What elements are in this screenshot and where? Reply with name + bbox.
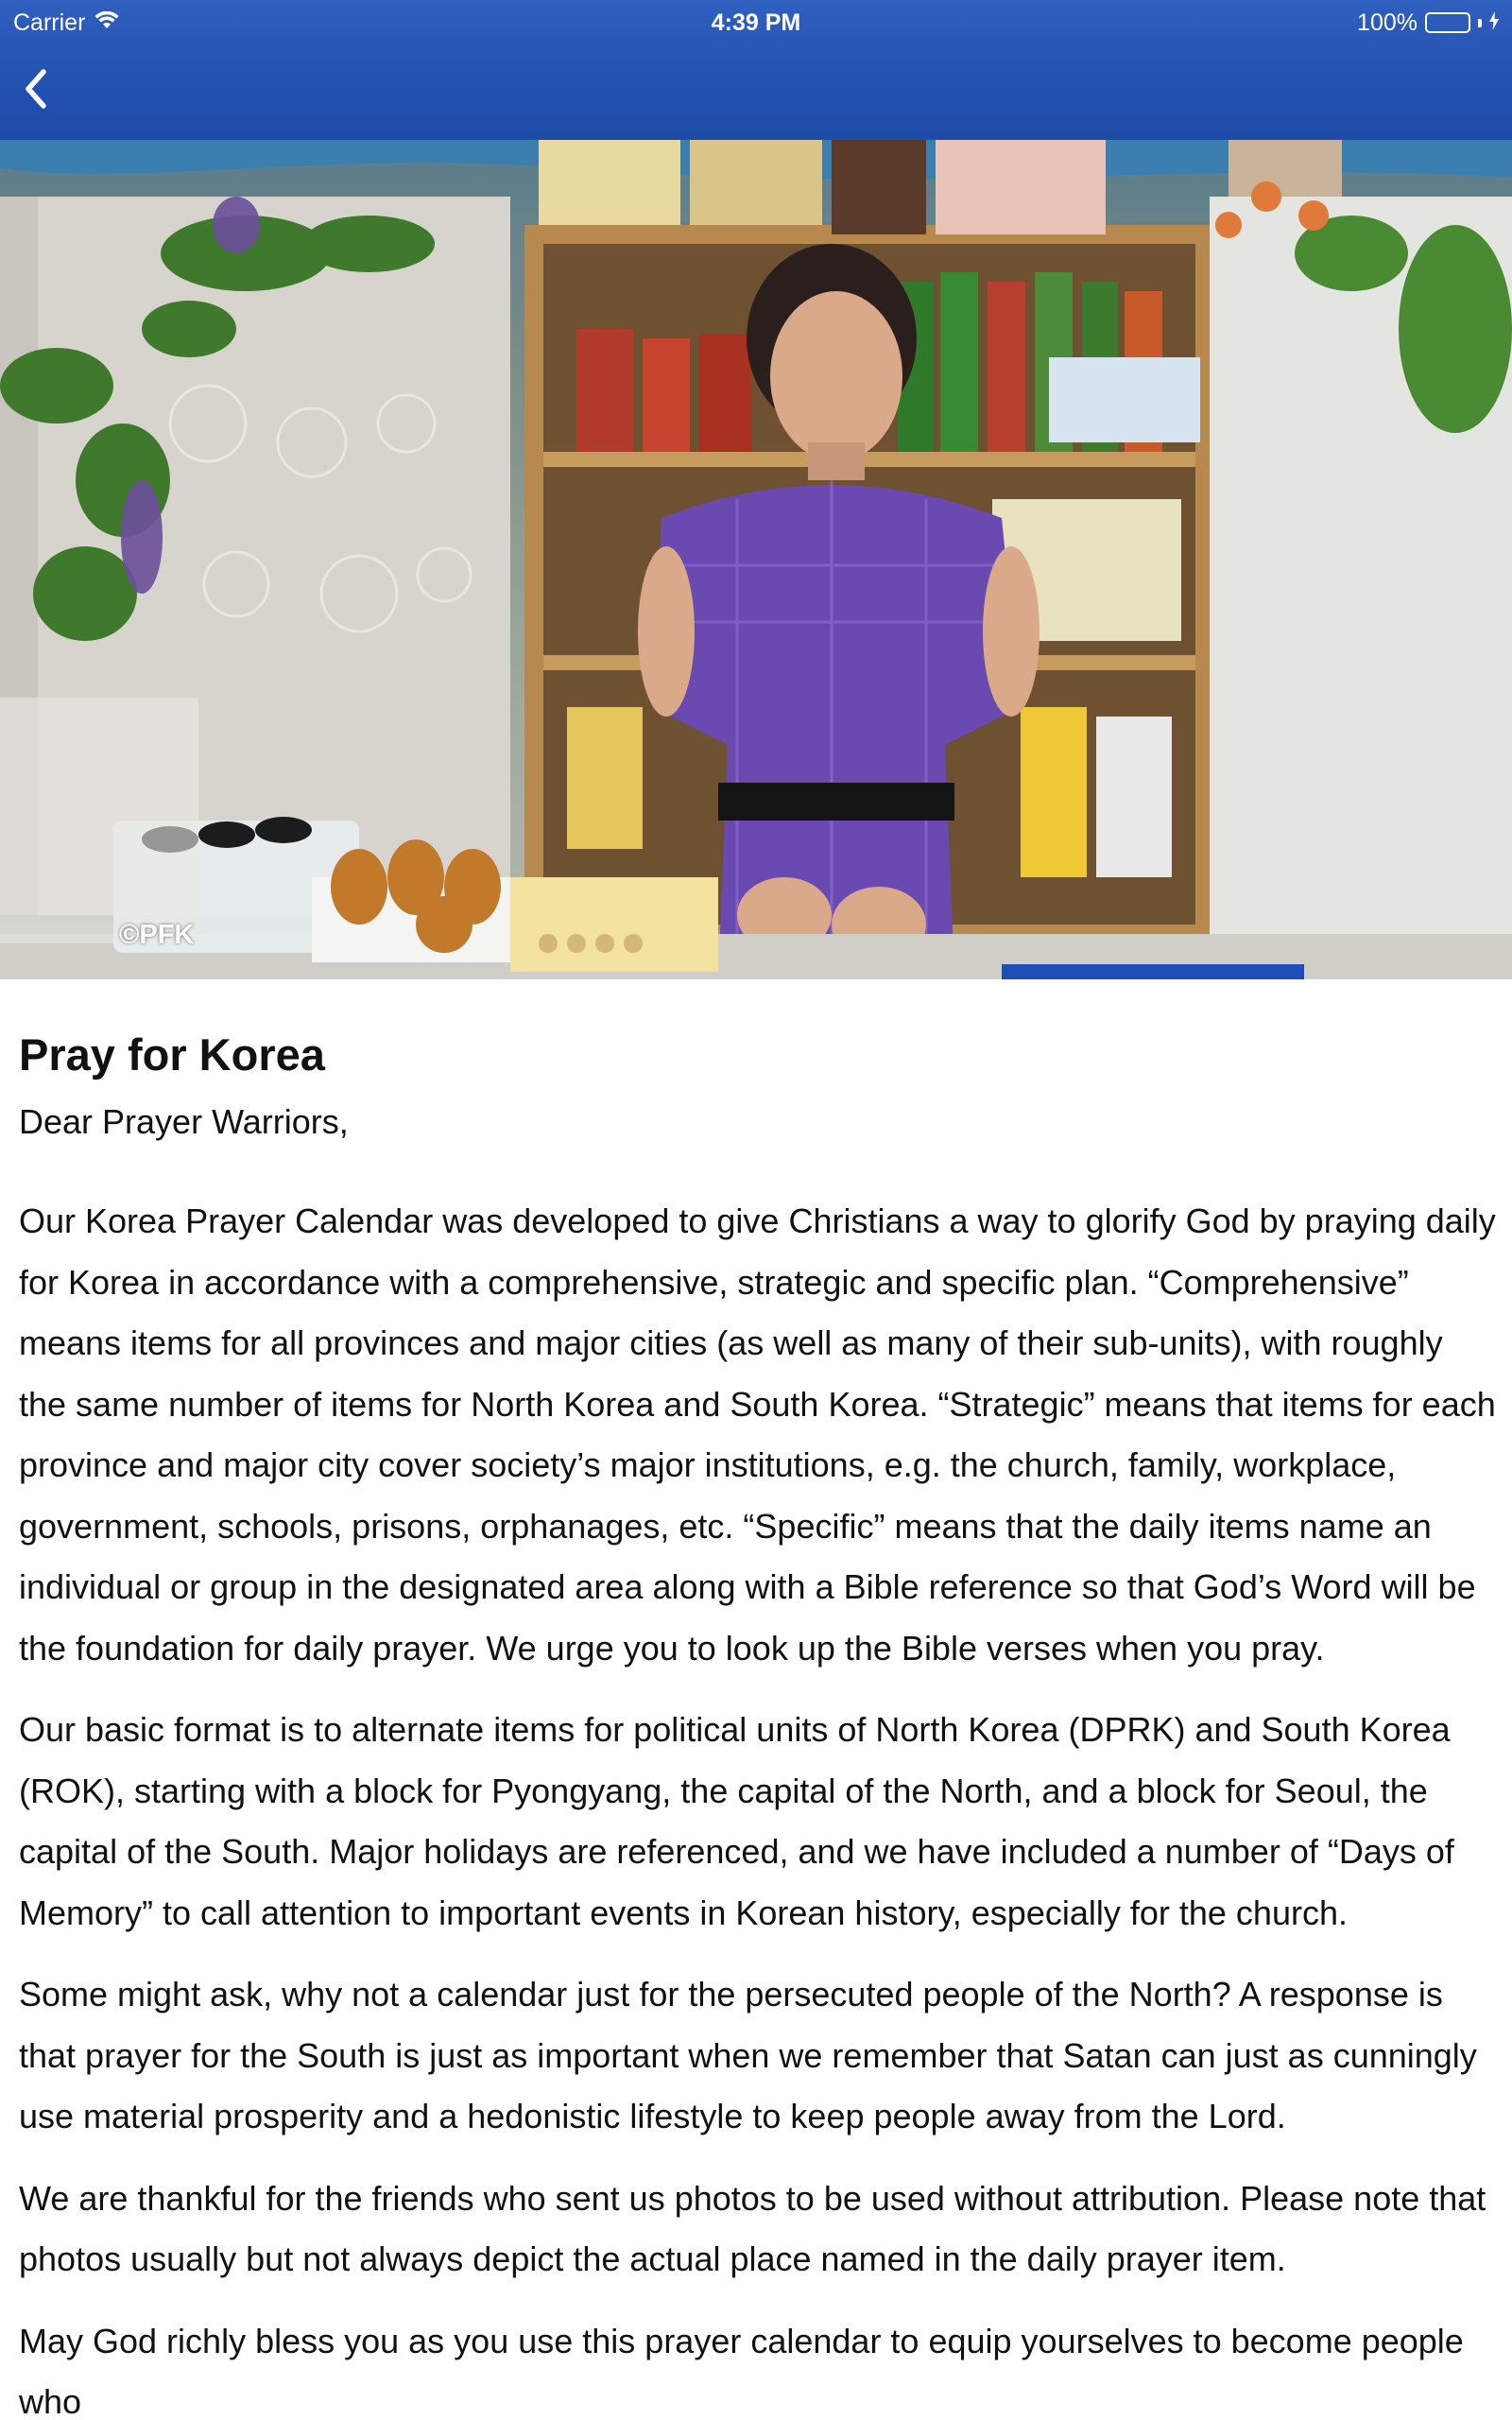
article-greeting: Dear Prayer Warriors,	[19, 1102, 349, 1141]
chevron-left-icon	[23, 66, 49, 116]
article-paragraph: We are thankful for the friends who sent us photos to be used without attribution. Please note that photos usually but not always depict the actual place named in the daily prayer item.	[19, 2178, 1486, 2278]
charging-bolt-icon	[1489, 0, 1499, 45]
navigation-bar	[0, 45, 1512, 140]
carrier-label: Carrier	[13, 9, 86, 36]
article-content	[19, 979, 1498, 2420]
battery-icon	[1425, 12, 1470, 33]
clock: 4:39 PM	[711, 9, 801, 36]
battery-tip	[1478, 19, 1482, 27]
back-button[interactable]	[8, 62, 64, 119]
battery-percent: 100%	[1357, 9, 1418, 36]
article-paragraph: May God richly bless you as you use this prayer calendar to equip yourselves to become people who	[19, 2321, 1464, 2420]
status-bar	[0, 0, 1512, 45]
battery-group	[1357, 0, 1499, 45]
article-paragraph: Our basic format is to alternate items for political units of North Korea (DPRK) and South Korea (ROK), starting with a block for Pyongyang, the capital of the North, and a block for Seoul, the capital of the South. Major holidays are referenced, and we have included a number of “Days of Memory” to call attention to important events in Korean history, especially for the church.	[19, 1710, 1454, 1932]
photo-credit: ©PFK	[119, 920, 195, 950]
market-stall-photo	[0, 140, 1512, 979]
article-paragraph: Some might ask, why not a calendar just for the persecuted people of the North? A response is that prayer for the South is just as important when we remember that Satan can just as cunningly use material prosperity and a hedonistic lifestyle to keep people away from the Lord.	[19, 1975, 1477, 2135]
article-title: Pray for Korea	[19, 1029, 325, 1080]
article-paragraph: Our Korea Prayer Calendar was developed to give Christians a way to glorify God by praying daily for Korea in accordance with a comprehensive, strategic and specific plan. “Comprehensive” means items for all provinces and major cities (as well as many of their sub-units), with roughly the same number of items for North Korea and South Korea. “Strategic” means that items for each province and major city cover society’s major institutions, e.g. the church, family, workplace, government, schools, prisons, orphanages, etc. “Specific” means that the daily items name an individual or group in the designated area along with a Bible reference so that God’s Word will be the foundation for daily prayer. We urge you to look up the Bible verses when you pray.	[19, 1201, 1496, 1668]
hero-photo	[0, 140, 1512, 979]
